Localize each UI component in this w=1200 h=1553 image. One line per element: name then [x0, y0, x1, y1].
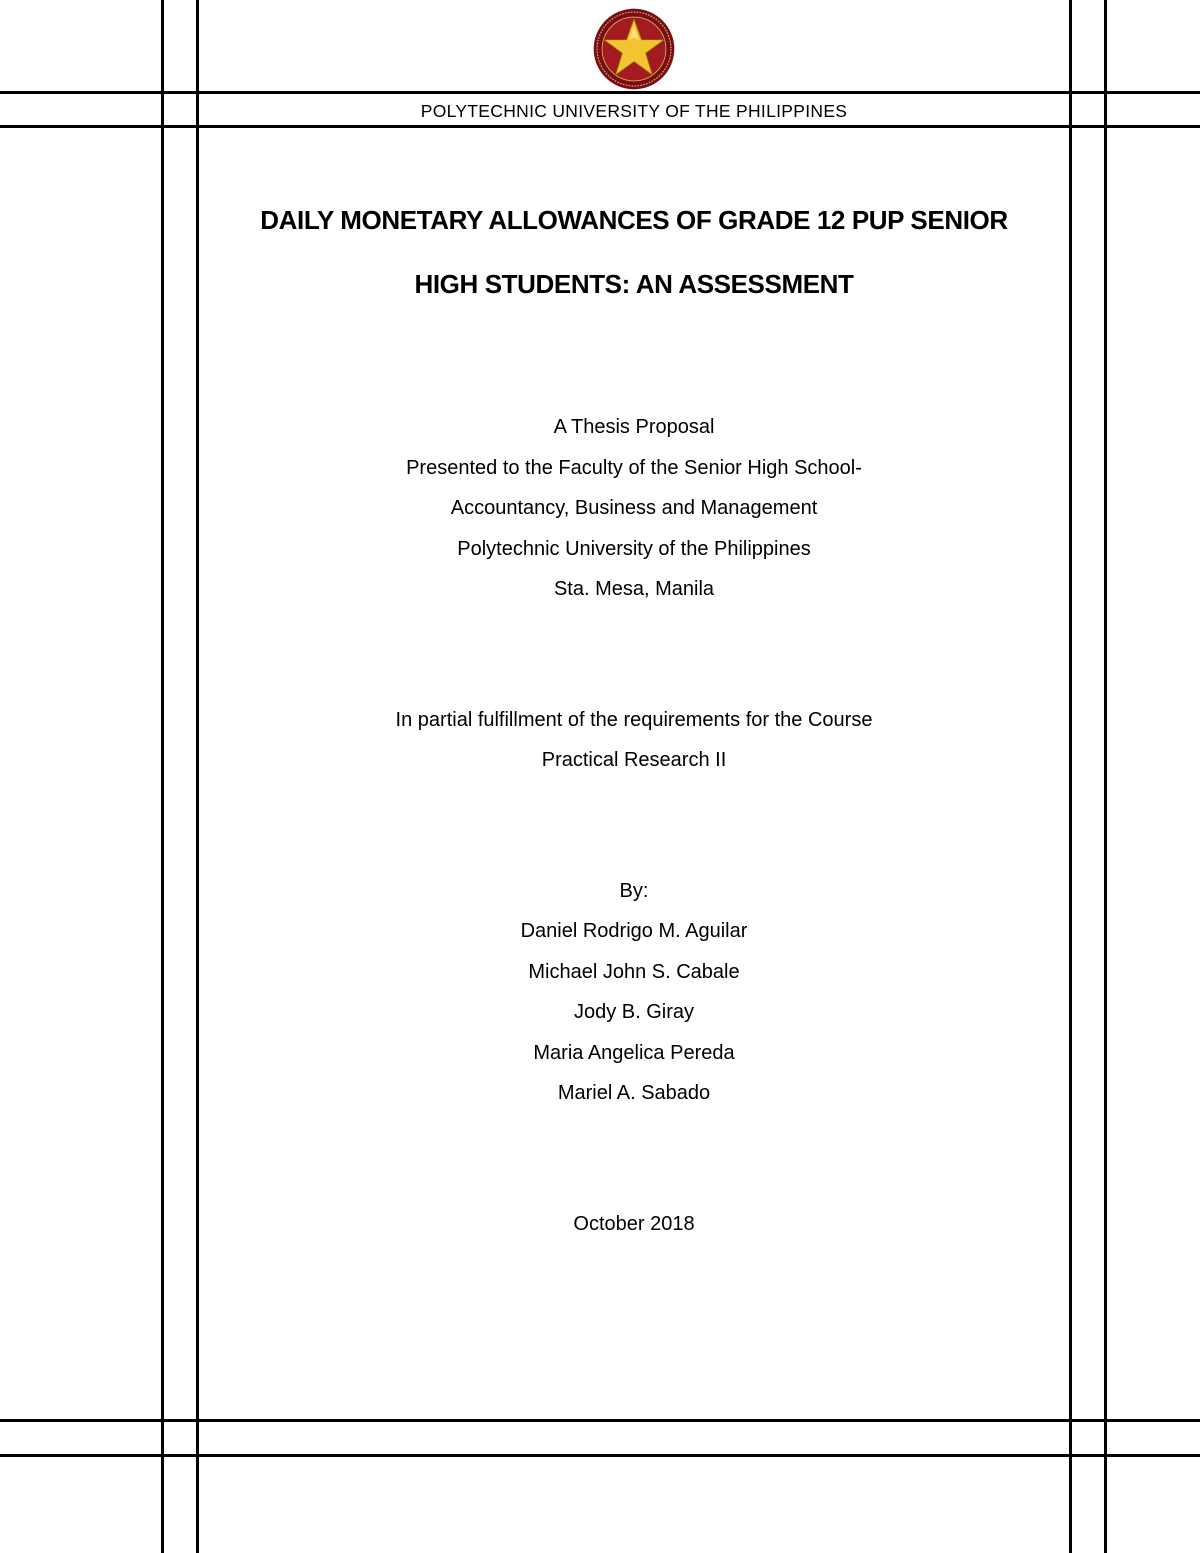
frame-line-top-lower	[0, 125, 1200, 128]
frame-line-left-outer	[161, 0, 164, 1553]
author-name: Mariel A. Sabado	[557, 1082, 711, 1104]
author-name: Daniel Rodrigo M. Aguilar	[520, 920, 748, 942]
fulfillment-statement: In partial fulfillment of the requirements for the Course	[395, 709, 873, 731]
thesis-title-line-2: HIGH STUDENTS: AN ASSESSMENT	[414, 269, 854, 299]
author-name: Michael John S. Cabale	[528, 961, 740, 983]
presented-to: Presented to the Faculty of the Senior High School-	[406, 457, 862, 479]
by-label: By:	[619, 880, 649, 902]
submission-date: October 2018	[573, 1213, 695, 1235]
strand: Accountancy, Business and Management	[450, 497, 818, 519]
frame-line-bottom-lower	[0, 1454, 1200, 1457]
frame-line-right-inner	[1069, 0, 1072, 1553]
frame-line-right-outer	[1104, 0, 1107, 1553]
frame-line-bottom-upper	[0, 1419, 1200, 1422]
thesis-title-line-1: DAILY MONETARY ALLOWANCES OF GRADE 12 PUP SENIOR	[260, 205, 1008, 235]
proposal-type: A Thesis Proposal	[553, 416, 715, 438]
school-location: Sta. Mesa, Manila	[553, 578, 715, 600]
author-name: Maria Angelica Pereda	[533, 1042, 735, 1064]
school-name: Polytechnic University of the Philippines	[457, 538, 811, 560]
university-seal-icon	[591, 7, 677, 91]
author-name: Jody B. Giray	[573, 1001, 695, 1023]
frame-line-top-upper	[0, 91, 1200, 94]
course-name: Practical Research II	[541, 749, 727, 771]
university-header: POLYTECHNIC UNIVERSITY OF THE PHILIPPINES	[420, 101, 848, 121]
